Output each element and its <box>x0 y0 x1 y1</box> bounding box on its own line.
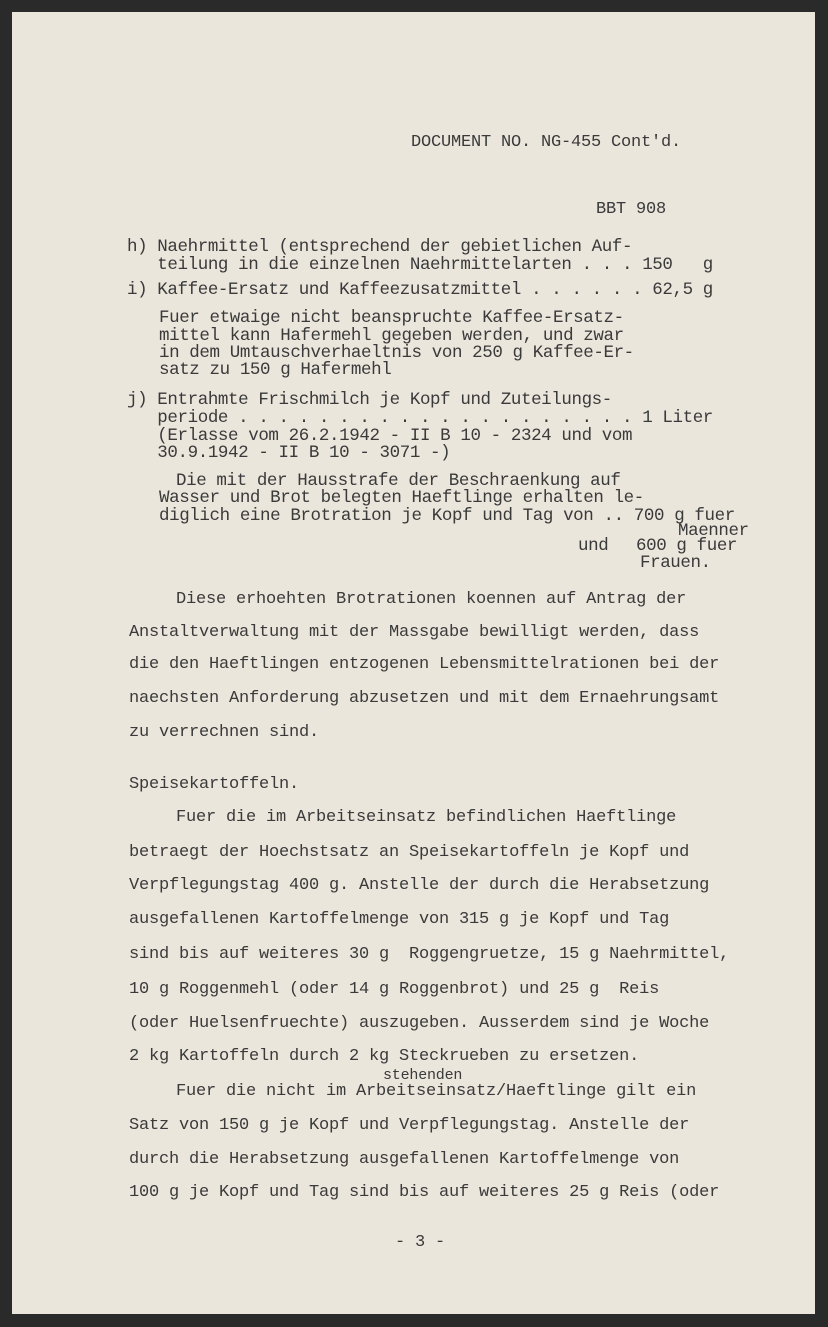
paragraph-line: betraegt der Hoechstsatz an Speisekartoffeln je Kopf und <box>129 843 690 862</box>
paragraph-line: 2 kg Kartoffeln durch 2 kg Steckrueben zu ersetzen. <box>129 1047 640 1066</box>
item-j-line: j) Entrahmte Frischmilch je Kopf und Zuteilungs- <box>127 390 612 410</box>
document-code: BBT 908 <box>596 200 667 219</box>
paragraph-line: 10 g Roggenmehl (oder 14 g Roggenbrot) und 25 g Reis <box>129 980 660 999</box>
item-j-line: (Erlasse vom 26.2.1942 - II B 10 - 2324 und vom <box>127 426 633 446</box>
item-j-line: periode . . . . . . . . . . . . . . . . . . . . 1 Liter <box>127 408 713 428</box>
punishment-line: Die mit der Hausstrafe der Beschraenkung auf <box>176 471 621 491</box>
item-i-line: i) Kaffee-Ersatz und Kaffeezusatzmittel . . . . . . 62,5 g <box>127 280 713 300</box>
document-number: DOCUMENT NO. NG-455 Cont'd. <box>411 133 682 152</box>
paragraph-line: Satz von 150 g je Kopf und Verpflegungstag. Anstelle der <box>129 1116 690 1135</box>
handwritten-insertion: stehenden <box>383 1067 463 1084</box>
item-j-line: 30.9.1942 - II B 10 - 3071 -) <box>127 443 451 463</box>
punishment-line: Wasser und Brot belegten Haeftlinge erhalten le- <box>159 488 644 508</box>
punishment-line: Maenner <box>678 521 749 541</box>
item-h-line: teilung in die einzelnen Naehrmittelarten . . . 150 g <box>127 255 713 275</box>
paragraph-line: sind bis auf weiteres 30 g Roggengruetze, 15 g Naehrmittel, <box>129 945 730 964</box>
item-i-note-line: in dem Umtauschverhaeltnis von 250 g Kaffee-Er- <box>159 343 634 363</box>
section-heading: Speisekartoffeln. <box>129 775 300 794</box>
punishment-line: diglich eine Brotration je Kopf und Tag von .. 700 g fuer <box>159 506 735 526</box>
paragraph-line: (oder Huelsenfruechte) auszugeben. Ausserdem sind je Woche <box>129 1014 710 1033</box>
paragraph-line: Fuer die nicht im Arbeitseinsatz/Haeftlinge gilt ein <box>176 1082 697 1101</box>
page-number: - 3 - <box>395 1233 446 1252</box>
item-i-note-line: mittel kann Hafermehl gegeben werden, und zwar <box>159 326 624 346</box>
punishment-line: 600 g fuer <box>636 536 738 556</box>
paragraph-line: zu verrechnen sind. <box>129 723 320 742</box>
punishment-line: Frauen. <box>640 553 711 573</box>
paragraph-line: durch die Herabsetzung ausgefallenen Kartoffelmenge von <box>129 1150 680 1169</box>
paragraph-line: Verpflegungstag 400 g. Anstelle der durch die Herabsetzung <box>129 876 710 895</box>
paragraph-line: Anstaltverwaltung mit der Massgabe bewilligt werden, dass <box>129 623 700 642</box>
item-i-note-line: Fuer etwaige nicht beanspruchte Kaffee-Ersatz- <box>159 308 624 328</box>
paragraph-line: Diese erhoehten Brotrationen koennen auf Antrag der <box>176 590 687 609</box>
paragraph-line: Fuer die im Arbeitseinsatz befindlichen Haeftlinge <box>176 808 677 827</box>
item-h-line: h) Naehrmittel (entsprechend der gebietlichen Auf- <box>127 237 633 257</box>
paragraph-line: 100 g je Kopf und Tag sind bis auf weiteres 25 g Reis (oder <box>129 1183 720 1202</box>
paragraph-line: ausgefallenen Kartoffelmenge von 315 g je Kopf und Tag <box>129 910 670 929</box>
paragraph-line: die den Haeftlingen entzogenen Lebensmittelrationen bei der <box>129 655 720 674</box>
paragraph-line: naechsten Anforderung abzusetzen und mit dem Ernaehrungsamt <box>129 689 720 708</box>
punishment-line: und <box>578 536 609 556</box>
item-i-note-line: satz zu 150 g Hafermehl <box>159 360 392 380</box>
